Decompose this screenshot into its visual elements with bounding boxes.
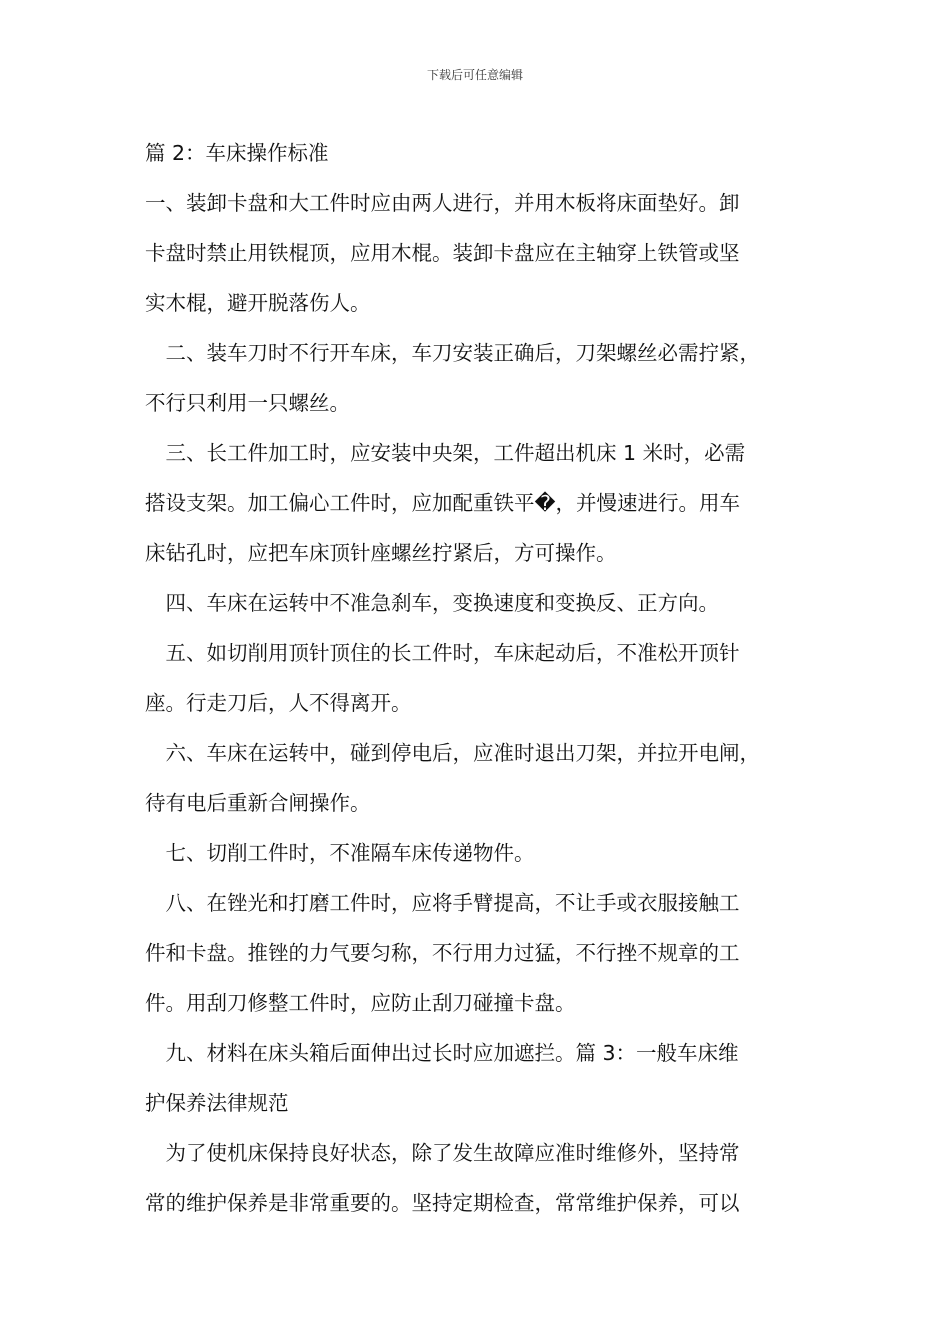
paragraph-line: 五、如切削用顶针顶住的长工件时，车床起动后，不准松开顶针 bbox=[145, 641, 740, 665]
paragraph-line: 二、装车刀时不行开车床，车刀安装正确后，刀架螺丝必需拧紧， bbox=[145, 341, 760, 365]
paragraph-line: 为了使机床保持良好状态，除了发生故障应准时维修外，坚持常 bbox=[145, 1141, 740, 1165]
paragraph-line: 待有电后重新合闸操作。 bbox=[145, 791, 371, 815]
paragraph-line: 八、在锉光和打磨工件时，应将手臂提高，不让手或衣服接触工 bbox=[145, 891, 740, 915]
paragraph-line: 搭设支架。加工偏心工件时，应加配重铁平�，并慢速进行。用车 bbox=[145, 491, 741, 515]
section-title: 篇 2：车床操作标准 bbox=[145, 141, 329, 165]
paragraph-line: 卡盘时禁止用铁棍顶，应用木棍。装卸卡盘应在主轴穿上铁管或坚 bbox=[145, 241, 740, 265]
paragraph-line: 护保养法律规范 bbox=[145, 1091, 289, 1115]
paragraph-line: 三、长工件加工时，应安装中央架，工件超出机床 1 米时，必需 bbox=[145, 441, 746, 465]
document-body bbox=[145, 128, 810, 1228]
paragraph-line: 六、车床在运转中，碰到停电后，应准时退出刀架，并拉开电闸， bbox=[145, 741, 760, 765]
paragraph-line: 座。行走刀后，人不得离开。 bbox=[145, 691, 412, 715]
paragraph-line: 常的维护保养是非常重要的。坚持定期检查，常常维护保养，可以 bbox=[145, 1191, 740, 1215]
paragraph-line: 实木棍，避开脱落伤人。 bbox=[145, 291, 371, 315]
paragraph-line: 七、切削工件时，不准隔车床传递物件。 bbox=[145, 841, 535, 865]
paragraph-line: 床钻孔时，应把车床顶针座螺丝拧紧后，方可操作。 bbox=[145, 541, 617, 565]
paragraph-line: 件。用刮刀修整工件时，应防止刮刀碰撞卡盘。 bbox=[145, 991, 576, 1015]
paragraph-line: 九、材料在床头箱后面伸出过长时应加遮拦。篇 3：一般车床维 bbox=[145, 1041, 739, 1065]
page-header: 下载后可任意编辑 bbox=[426, 68, 523, 82]
paragraph-line: 件和卡盘。推锉的力气要匀称，不行用力过猛，不行挫不规章的工 bbox=[145, 941, 740, 965]
paragraph-line: 四、车床在运转中不准急刹车，变换速度和变换反、正方向。 bbox=[145, 591, 719, 615]
paragraph-line: 不行只利用一只螺丝。 bbox=[145, 391, 350, 415]
paragraph-line: 一、装卸卡盘和大工件时应由两人进行，并用木板将床面垫好。卸 bbox=[145, 191, 740, 215]
